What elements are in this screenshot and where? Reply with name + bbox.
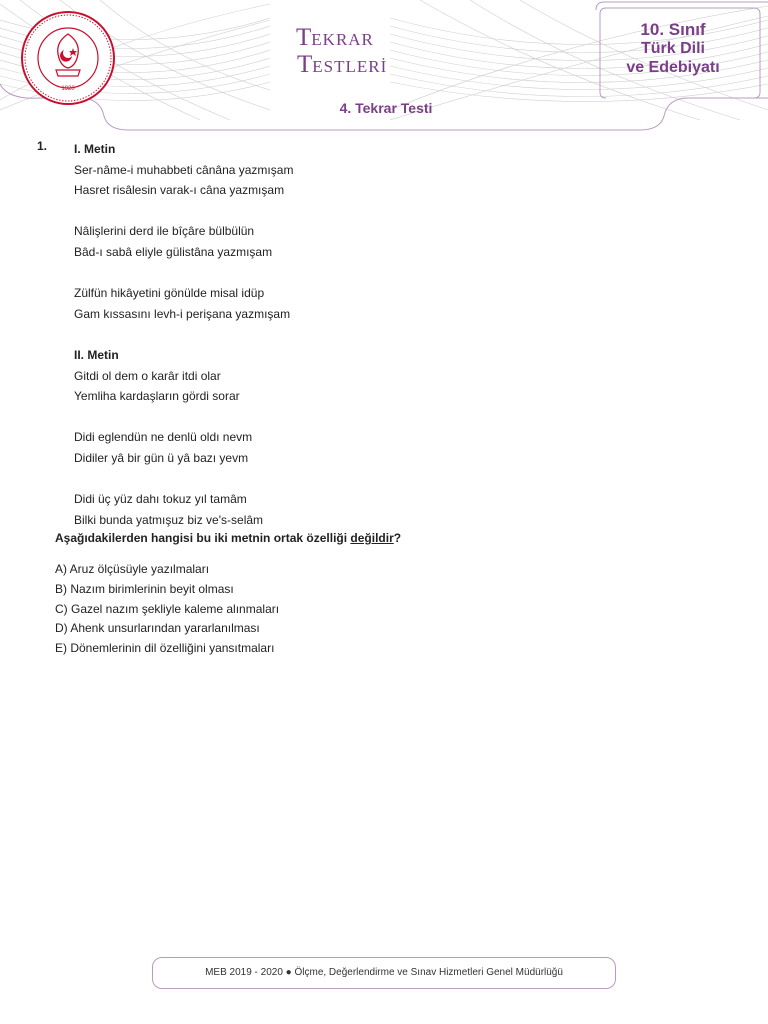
text2-heading: II. Metin (74, 347, 119, 362)
text1-heading: I. Metin (74, 142, 116, 156)
stem-end: ? (393, 531, 402, 545)
footer-text: MEB 2019 - 2020 ● Ölçme, Değerlendirme ve Sınav Hizmetleri Genel Müdürlüğü (205, 967, 563, 978)
title-frame (596, 2, 768, 10)
page-title (296, 26, 387, 80)
poem-line: Hasret risâlesin varak-ı câna yazmışam (74, 183, 285, 198)
poem-line: Zülfün hikâyetini gönülde misal idüp (74, 286, 265, 301)
option-d[interactable]: D) Ahenk unsurlarından yararlanılması (55, 621, 260, 636)
subject-line-2: ve Edebiyatı (626, 59, 720, 76)
title-rest-2: ESTLERİ (312, 57, 388, 76)
question-number: 1. (37, 139, 48, 153)
poem-line: Gitdi ol dem o karâr itdi olar (74, 368, 221, 383)
option-a[interactable]: A) Aruz ölçüsüyle yazılmaları (55, 562, 210, 576)
option-b[interactable]: B) Nazım birimlerinin beyit olması (55, 581, 234, 596)
poem-line: Ser-nâme-i muhabbeti cânâna yazmışam (74, 162, 294, 177)
answer-options (55, 560, 279, 659)
footer (152, 957, 616, 989)
title-initial-2: T (297, 51, 313, 78)
logo-year: 1920 (61, 86, 75, 92)
poem-line: Yemliha kardaşların gördi sorar (74, 389, 240, 404)
meb-logo (20, 10, 116, 106)
poem-line: Didi üç yüz dahı tokuz yıl tamâm (74, 492, 247, 507)
test-title: 4. Tekrar Testi (339, 100, 433, 116)
option-e[interactable]: E) Dönemlerinin dil özelliğini yansıtmaları (55, 641, 275, 656)
poem-line: Gam kıssasını levh-i perişana yazmışam (74, 306, 291, 321)
poem-line: Didi eglendün ne denlü oldı nevm (74, 430, 253, 445)
title-rest-1: EKRAR (311, 30, 374, 49)
poem-line: Bâd-ı sabâ eliyle gülistâna yazmışam (74, 244, 273, 259)
poem-line: Didiler yâ bir gün ü yâ bazı yevm (74, 450, 249, 465)
grade-label: 10. Sınıf (640, 20, 706, 39)
title-initial-1: T (296, 24, 312, 51)
subject-line-1: Türk Dili (640, 40, 705, 57)
option-c[interactable]: C) Gazel nazım şekliyle kaleme alınmaları (55, 601, 280, 616)
stem-text: Aşağıdakilerden hangisi bu iki metnin ortak özelliği (55, 531, 351, 545)
stem-underlined: değildir (350, 531, 394, 545)
question-stem (55, 531, 401, 545)
poem-line: Nâlişlerini derd ile bîçâre bülbülün (74, 224, 255, 239)
question-texts (74, 139, 293, 530)
grade-box (596, 14, 750, 100)
poem-line: Bilki bunda yatmışuz biz ve's-selâm (74, 512, 264, 527)
